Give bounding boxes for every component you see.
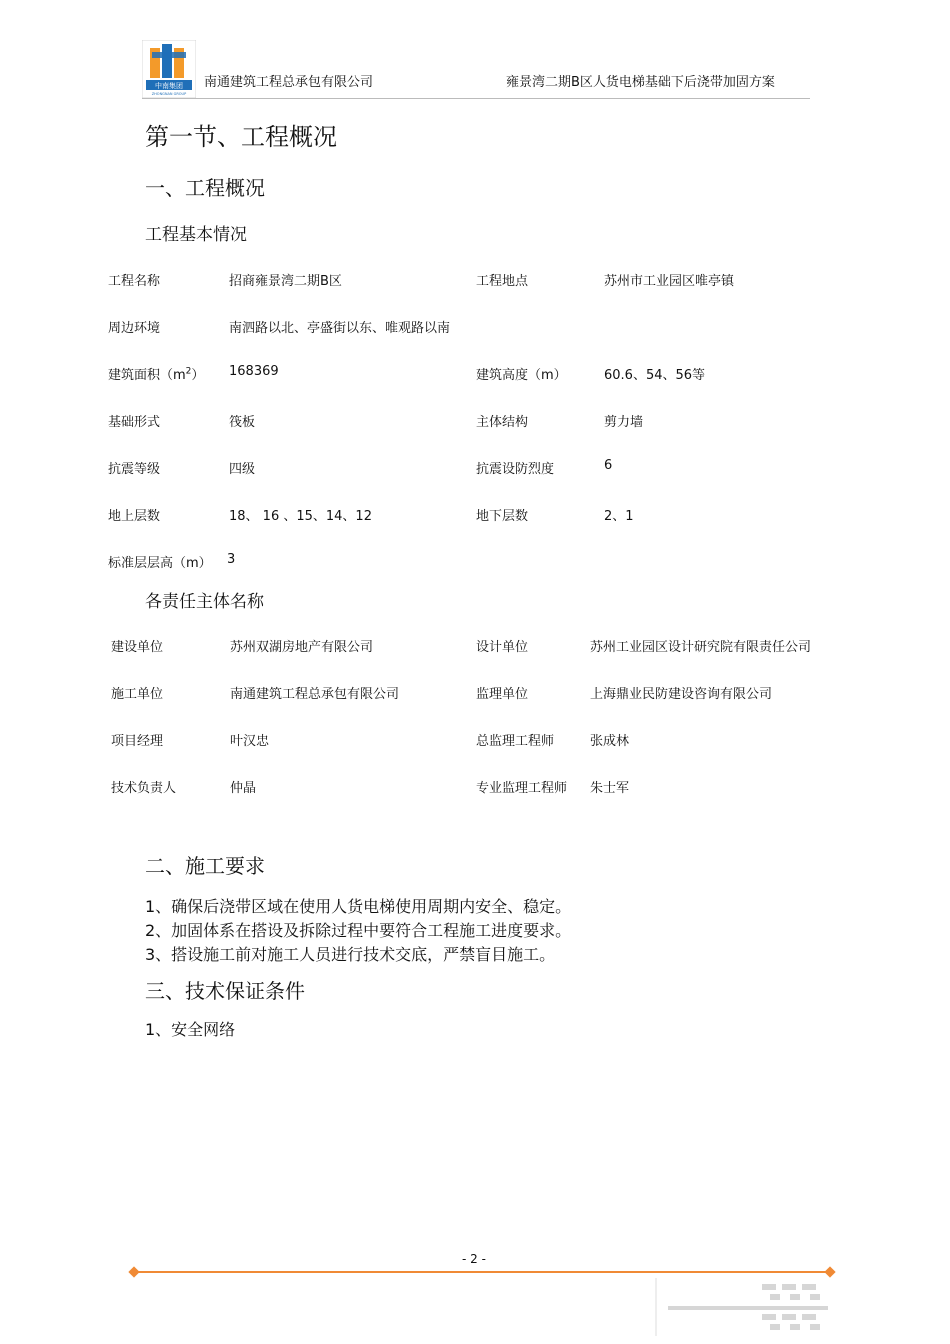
label-building-height: 建筑高度（m）: [476, 368, 567, 383]
parties-title: 各责任主体名称: [145, 592, 264, 612]
value-floors-above: 18、 16 、15、14、12: [229, 509, 372, 524]
label-building-area: 建筑面积$(m^2)$: [108, 366, 205, 383]
header-divider: [142, 98, 810, 99]
requirement-item: 2、加固体系在搭设及拆除过程中要符合工程施工进度要求。: [145, 921, 572, 940]
header-company: 南通建筑工程总承包有限公司: [204, 75, 374, 90]
label-designer: 设计单位: [476, 640, 529, 655]
value-building-height: 60.6、54、56等: [604, 368, 706, 383]
label-floor-height: 标准层层高（m）: [108, 556, 212, 571]
label-main-structure: 主体结构: [476, 415, 529, 430]
footer-decoration: [652, 1278, 842, 1336]
value-project-location: 苏州市工业园区唯亭镇: [604, 274, 735, 289]
part1-title: 一、工程概况: [145, 176, 265, 200]
value-supervisor: 上海鼎业民防建设咨询有限公司: [590, 687, 773, 702]
value-seismic-grade: 四级: [229, 462, 256, 477]
part3-item-1: 1、安全网络: [145, 1020, 236, 1039]
value-main-structure: 剪力墙: [604, 415, 644, 430]
label-floors-above: 地上层数: [108, 509, 161, 524]
value-seismic-intensity: 6: [604, 458, 613, 473]
label-supervisor: 监理单位: [476, 687, 529, 702]
value-specialist-supervisor: 朱士军: [590, 781, 630, 796]
value-floors-below: 2、1: [604, 509, 634, 524]
section-title: 第一节、工程概况: [145, 123, 337, 151]
requirement-item: 3、搭设施工前对施工人员进行技术交底，严禁盲目施工。: [145, 945, 556, 964]
value-designer: 苏州工业园区设计研究院有限责任公司: [590, 640, 812, 655]
label-tech-lead: 技术负责人: [111, 781, 177, 796]
label-contractor: 施工单位: [111, 687, 164, 702]
label-seismic-grade: 抗震等级: [108, 462, 161, 477]
part3-title: 三、技术保证条件: [145, 979, 305, 1003]
label-project-manager: 项目经理: [111, 734, 164, 749]
footer-diamond-left: [128, 1266, 139, 1277]
svg-text:ZHONGNAN GROUP: ZHONGNAN GROUP: [151, 92, 187, 96]
value-chief-supervisor: 张成林: [590, 734, 630, 749]
header-doc-title: 雍景湾二期B区人货电梯基础下后浇带加固方案: [506, 75, 775, 90]
label-project-location: 工程地点: [476, 274, 529, 289]
basic-info-title: 工程基本情况: [145, 225, 247, 245]
value-contractor: 南通建筑工程总承包有限公司: [230, 687, 400, 702]
value-floor-height: 3: [227, 552, 236, 567]
value-surroundings: 南泗路以北、亭盛街以东、唯观路以南: [229, 321, 451, 336]
footer-divider: [133, 1271, 831, 1273]
label-surroundings: 周边环境: [108, 321, 161, 336]
value-client: 苏州双湖房地产有限公司: [230, 640, 374, 655]
page-number: - 2 -: [462, 1252, 486, 1266]
value-building-area: 168369: [229, 364, 279, 379]
svg-text:中南集团: 中南集团: [155, 82, 183, 90]
requirement-item: 1、确保后浇带区域在使用人货电梯使用周期内安全、稳定。: [145, 897, 572, 916]
label-project-name: 工程名称: [108, 274, 161, 289]
label-chief-supervisor: 总监理工程师: [476, 734, 555, 749]
value-tech-lead: 仲晶: [230, 781, 257, 796]
label-specialist-supervisor: 专业监理工程师: [476, 781, 568, 796]
value-project-name: 招商雍景湾二期B区: [229, 274, 342, 289]
label-foundation-type: 基础形式: [108, 415, 161, 430]
company-logo: [142, 40, 196, 98]
label-seismic-intensity: 抗震设防烈度: [476, 462, 555, 477]
label-client: 建设单位: [111, 640, 164, 655]
value-project-manager: 叶汉忠: [230, 734, 270, 749]
footer-diamond-right: [824, 1266, 835, 1277]
part2-title: 二、施工要求: [145, 854, 265, 878]
label-floors-below: 地下层数: [476, 509, 529, 524]
value-foundation-type: 筏板: [229, 415, 256, 430]
